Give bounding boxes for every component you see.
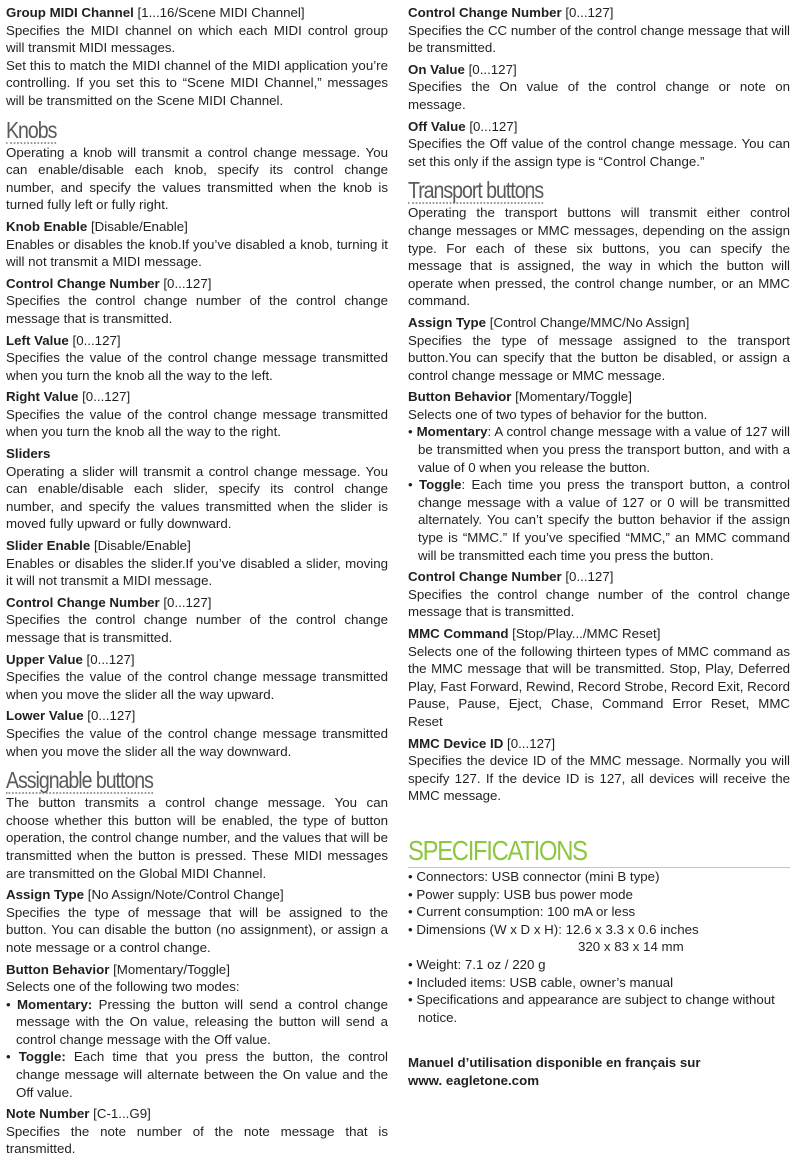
term-range: [Stop/Play.../MMC Reset] bbox=[508, 626, 661, 641]
section-heading: Transport buttons bbox=[408, 177, 544, 204]
term-definition-header bbox=[6, 886, 388, 904]
bullet-label: Toggle bbox=[418, 477, 462, 493]
left-column bbox=[6, 4, 388, 1158]
term-name: Off Value bbox=[408, 118, 466, 134]
description-text: Specifies the Off value of the control change message. You can set this only if the assign type is “Control Change.” bbox=[408, 136, 790, 169]
term-definition-header bbox=[6, 594, 388, 612]
term-definition-header bbox=[6, 332, 388, 350]
bullet-text: Each time that you press the button, the control change message will alternate between the On value and the Off value. bbox=[16, 1049, 388, 1100]
term-range: [Disable/Enable] bbox=[90, 538, 191, 554]
term-range: [No Assign/Note/Control Change] bbox=[84, 887, 284, 903]
term-range: [0...127] bbox=[561, 569, 614, 585]
bullet-label: Toggle: bbox=[18, 1049, 66, 1065]
term-range: [Momentary/Toggle] bbox=[109, 961, 230, 977]
term-name: Sliders bbox=[6, 446, 51, 462]
specifications-list-2 bbox=[408, 956, 790, 1026]
description-text: Operating a slider will transmit a control change message. You can enable/disable each slider, specify its control change number, and specify the values transmitted when the slider is moved fully upward or fully downward. bbox=[6, 463, 388, 532]
term-definition-header bbox=[408, 314, 790, 332]
spec-item: • Current consumption: 100 mA or less bbox=[408, 903, 790, 921]
term-name: Left Value bbox=[6, 332, 69, 348]
term-name: MMC Command bbox=[408, 626, 509, 641]
bullet-label: Momentary bbox=[416, 424, 488, 440]
spec-item: • Connectors: USB connector (mini B type) bbox=[408, 868, 790, 886]
term-definition-header bbox=[6, 1105, 388, 1123]
term-range: [0...127] bbox=[68, 332, 121, 348]
french-manual-note bbox=[408, 1054, 790, 1089]
bullet-list bbox=[6, 996, 388, 1102]
term-definition-header bbox=[6, 651, 388, 669]
term-definition-header bbox=[6, 275, 388, 293]
description-text: Specifies the value of the control change message transmitted when you turn the knob all the way to the right. bbox=[6, 406, 388, 440]
description-text: Operating the transport buttons will transmit either control change messages or MMC messages, depending on the assign type. For each of these six buttons, you can specify the message that is assigned, the way in which the button will operate when pressed, the control change number, or an MMC command. bbox=[408, 205, 790, 309]
term-range: [0...127] bbox=[83, 708, 136, 724]
section-heading: Knobs bbox=[6, 116, 57, 143]
bullet-text: : A control change message with a value of 127 will be transmitted when you press the transport button, and with a value of 0 when you release the button. bbox=[418, 424, 790, 475]
term-definition-header bbox=[408, 388, 790, 406]
term-definition-header bbox=[408, 568, 790, 586]
description-text: Specifies the value of the control change message transmitted when you move the slider all the way downward. bbox=[6, 725, 388, 759]
term-name: Note Number bbox=[6, 1106, 90, 1122]
term-name: Control Change Number bbox=[6, 594, 160, 610]
description-text: Specifies the control change number of the control change message that is transmitted. bbox=[6, 293, 388, 326]
section-heading-wrapper bbox=[6, 762, 388, 794]
description-text: Specifies the CC number of the control change message that will be transmitted. bbox=[408, 22, 790, 56]
description-text: The button transmits a control change message. You can choose whether this button will be enabled, the type of button operation, the control change number, and the values that will be transmitted when the button is pressed. These MIDI messages are transmitted on the Global MIDI Channel. bbox=[6, 795, 388, 881]
term-definition-header bbox=[6, 537, 388, 555]
term-definition-header bbox=[408, 735, 790, 753]
specifications-heading: SPECIFICATIONS bbox=[408, 835, 790, 868]
bullet-item bbox=[6, 1048, 388, 1101]
term-definition-header bbox=[6, 218, 388, 236]
term-name: On Value bbox=[408, 61, 465, 77]
term-range: [0...127] bbox=[503, 735, 556, 751]
term-name: Button Behavior bbox=[408, 389, 512, 405]
description-text: Enables or disables the slider.If you’ve disabled a slider, moving it will not transmit a MIDI message. bbox=[6, 555, 388, 589]
term-name: Control Change Number bbox=[408, 569, 562, 585]
description-text: Selects one of the following thirteen types of MMC command as the MMC message that will be transmitted. Stop, Play, Deferred Play, Fast Forward, Rewind, Record Strobe, Record Exit, Record Pause, Pause, Eject, Chase, Command Error Reset, MMC Reset bbox=[408, 643, 790, 729]
bullet-item bbox=[6, 996, 388, 1049]
term-definition-header bbox=[408, 4, 790, 22]
specifications-list bbox=[408, 868, 790, 938]
description-text: Set this to match the MIDI channel of the MIDI application you’re controlling. If you set this to “Scene MIDI Channel,” messages will be transmitted on the Scene MIDI Channel. bbox=[6, 57, 388, 108]
description-text: Specifies the type of message that will be assigned to the button. You can disable the button (no assignment), or assign a note message or a control change. bbox=[6, 904, 388, 955]
term-range: [Momentary/Toggle] bbox=[511, 389, 632, 405]
description-text: Specifies the value of the control change message transmitted when you turn the knob all the way to the left. bbox=[6, 350, 388, 383]
term-range: [0...127] bbox=[465, 118, 518, 134]
description-text: Specifies the On value of the control change or note on message. bbox=[408, 79, 790, 112]
term-name: Assign Type bbox=[6, 887, 85, 903]
section-heading: Assignable buttons bbox=[6, 767, 153, 794]
term-range: [0...127] bbox=[159, 594, 212, 610]
description-text: Specifies the note number of the note message that is transmitted. bbox=[6, 1123, 388, 1157]
bullet-label: Momentary: bbox=[16, 996, 93, 1012]
section-heading-wrapper bbox=[408, 172, 790, 204]
website-link[interactable]: www. eagletone.com bbox=[408, 1072, 540, 1088]
term-name: Button Behavior bbox=[6, 961, 110, 977]
spec-item: • Weight: 7.1 oz / 220 g bbox=[408, 956, 790, 974]
description-text: Selects one of two types of behavior for the button. bbox=[408, 406, 708, 422]
spec-dimensions-metric: 320 x 83 x 14 mm bbox=[578, 939, 684, 955]
description-text: Specifies the value of the control change message transmitted when you move the slider all the way upward. bbox=[6, 669, 388, 702]
section-heading-wrapper bbox=[6, 112, 388, 144]
term-definition-header bbox=[6, 388, 388, 406]
term-range: [C-1...G9] bbox=[89, 1106, 151, 1122]
description-text: Specifies the MIDI channel on which each MIDI control group will transmit MIDI messages. bbox=[6, 22, 388, 56]
french-manual-text: Manuel d’utilisation disponible en français sur bbox=[408, 1055, 701, 1071]
term-name: Slider Enable bbox=[6, 538, 91, 554]
description-text: Specifies the type of message assigned to the transport button.You can specify that the button be disabled, or assign a control change message or MMC message. bbox=[408, 332, 790, 383]
term-range: [0...127] bbox=[159, 275, 212, 291]
term-name: Knob Enable bbox=[6, 218, 88, 234]
bullet-text: Pressing the button will send a control change message with the On value, releasing the button will send a control change message with the Off value. bbox=[16, 996, 388, 1047]
term-range: [Disable/Enable] bbox=[87, 218, 188, 234]
term-range: [0...127] bbox=[78, 389, 131, 405]
bullet-text: : Each time you press the transport button, a control change message with a value of 127 or 0 will be transmitted alternately. You can’t specify the button behavior if the assign type is “MMC.” If you’ve specified “MMC,” an MMC command will be transmitted each time you press the button. bbox=[418, 477, 790, 563]
term-range: [0...127] bbox=[561, 5, 614, 20]
term-definition-header bbox=[408, 625, 790, 643]
term-name: MMC Device ID bbox=[408, 735, 504, 751]
term-name: Right Value bbox=[6, 389, 79, 405]
description-text: Specifies the control change number of the control change message that is transmitted. bbox=[408, 586, 790, 620]
spec-item: • Power supply: USB bus power mode bbox=[408, 886, 790, 904]
description-text: Selects one of the following two modes: bbox=[6, 979, 240, 995]
bullet-item bbox=[408, 476, 790, 564]
bullet-item bbox=[408, 423, 790, 476]
term-definition-header bbox=[6, 961, 388, 979]
term-definition-header bbox=[408, 118, 790, 136]
term-definition-header bbox=[6, 4, 388, 22]
bullet-list bbox=[408, 423, 790, 564]
term-name: Assign Type bbox=[408, 314, 487, 330]
description-text: Specifies the device ID of the MMC message. Normally you will specify 127. If the device ID is 127, all devices will receive the MMC message. bbox=[408, 753, 790, 804]
term-range: [0...127] bbox=[464, 61, 517, 77]
term-range: [1...16/Scene MIDI Channel] bbox=[133, 5, 305, 20]
description-text: Enables or disables the knob.If you’ve disabled a knob, turning it will not transmit a MIDI message. bbox=[6, 236, 388, 270]
spec-item: • Dimensions (W x D x H): 12.6 x 3.3 x 0.6 inches bbox=[408, 921, 790, 939]
right-column bbox=[408, 4, 790, 1089]
term-definition-header bbox=[408, 61, 790, 79]
term-range: [Control Change/MMC/No Assign] bbox=[486, 314, 690, 330]
term-definition-header bbox=[6, 445, 388, 463]
term-range: [0...127] bbox=[82, 651, 135, 667]
term-definition-header bbox=[6, 707, 388, 725]
term-name: Group MIDI Channel bbox=[6, 5, 134, 20]
spec-item: • Specifications and appearance are subject to change without notice. bbox=[408, 991, 790, 1026]
description-text: Specifies the control change number of the control change message that is transmitted. bbox=[6, 612, 388, 645]
term-name: Control Change Number bbox=[408, 5, 562, 20]
term-name: Control Change Number bbox=[6, 275, 160, 291]
spec-item: • Included items: USB cable, owner’s manual bbox=[408, 974, 790, 992]
term-name: Lower Value bbox=[6, 708, 84, 724]
term-name: Upper Value bbox=[6, 651, 83, 667]
description-text: Operating a knob will transmit a control change message. You can enable/disable each knob, specify its control change number, and specify the values transmitted when the knob is turned fully left or fully right. bbox=[6, 144, 388, 213]
